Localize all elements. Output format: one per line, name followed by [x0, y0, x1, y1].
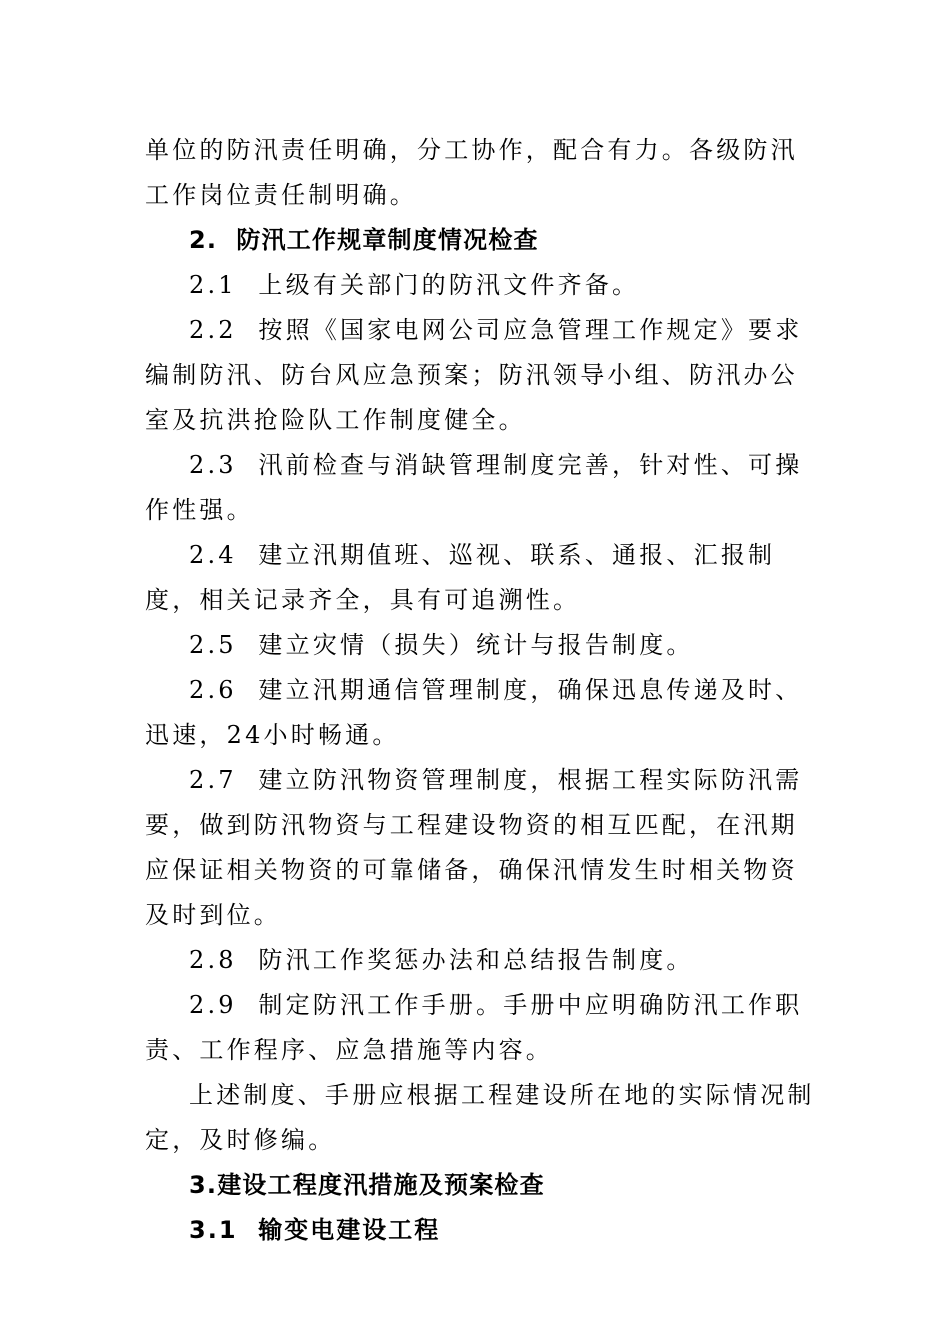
paragraph-2-7: 2.7 建立防汛物资管理制度，根据工程实际防汛需要，做到防汛物资与工程建设物资的相互匹配，在汛期应保证相关物资的可靠储备，确保汛情发生时相关物资及时到位。 — [145, 766, 803, 929]
paragraph-responsibility: 单位的防汛责任明确，分工协作，配合有力。各级防汛工作岗位责任制明确。 — [145, 136, 798, 209]
subsection-heading-3-1: 3.1 输变电建设工程 — [189, 1216, 441, 1244]
paragraph-2-4: 2.4 建立汛期值班、巡视、联系、通报、汇报制度，相关记录齐全，具有可追溯性。 — [145, 541, 776, 614]
section-heading-3: 3.建设工程度汛措施及预案检查 — [189, 1171, 545, 1199]
paragraph-2-3: 2.3 汛前检查与消缺管理制度完善，针对性、可操作性强。 — [145, 451, 803, 524]
paragraph-2-5: 2.5 建立灾情（损失）统计与报告制度。 — [189, 631, 694, 659]
paragraph-2-9: 2.9 制定防汛工作手册。手册中应明确防汛工作职责、工作程序、应急措施等内容。 — [145, 991, 803, 1064]
paragraph-2-1: 2.1 上级有关部门的防汛文件齐备。 — [189, 271, 640, 299]
section-heading-2: 2. 防汛工作规章制度情况检查 — [189, 226, 539, 254]
paragraph-2-6: 2.6 建立汛期通信管理制度，确保迅息传递及时、迅速，24小时畅通。 — [145, 676, 803, 749]
document-body — [145, 128, 815, 1253]
paragraph-2-8: 2.8 防汛工作奖惩办法和总结报告制度。 — [189, 946, 694, 974]
paragraph-system-revision: 上述制度、手册应根据工程建设所在地的实际情况制定，及时修编。 — [145, 1081, 815, 1154]
paragraph-2-2: 2.2 按照《国家电网公司应急管理工作规定》要求编制防汛、防台风应急预案；防汛领导小组、防汛办公室及抗洪抢险队工作制度健全。 — [145, 316, 803, 434]
